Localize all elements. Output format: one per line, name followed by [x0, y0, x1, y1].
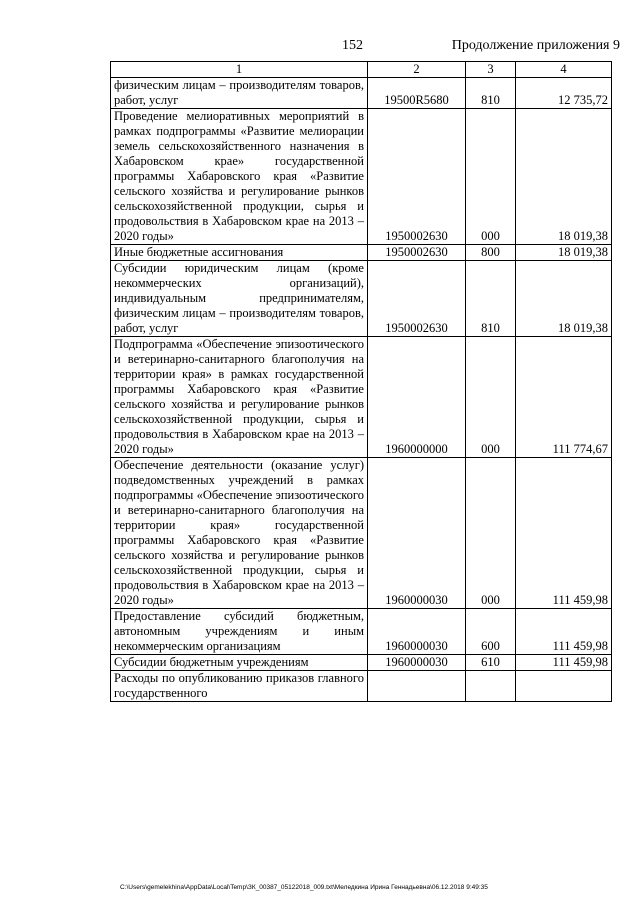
row-target-code: 19500R5680: [368, 78, 466, 109]
row-name: Субсидии юридическим лицам (кроме некоммерческих организаций), индивидуальным предпринимателям, физическим лицам – производителям товаров, работ, услуг: [111, 261, 368, 337]
table-row: [111, 109, 612, 245]
appendix-continuation-note: Продолжение приложения 9: [451, 38, 620, 53]
column-header-4: 4: [516, 62, 612, 78]
row-expense-type: 600: [466, 609, 516, 655]
row-target-code: 1950002630: [368, 245, 466, 261]
table-row: [111, 78, 612, 109]
row-target-code: 1960000000: [368, 337, 466, 458]
row-amount: 18 019,38: [516, 261, 612, 337]
row-expense-type: 810: [466, 261, 516, 337]
row-name: Предоставление субсидий бюджетным, автономным учреждениям и иным некоммерческим организациям: [111, 609, 368, 655]
table-row: [111, 609, 612, 655]
row-expense-type: 000: [466, 458, 516, 609]
footer-file-path: C:\Users\gemelekhina\AppData\Local\Temp\ЗК_00387_05122018_009.txt\Меледкина Ирина Геннадьевна\06.12.2018 9:49:35: [120, 884, 488, 891]
column-header-1: 1: [111, 62, 368, 78]
row-name: Расходы по опубликованию приказов главного государственного: [111, 671, 368, 702]
row-name: Проведение мелиоративных мероприятий в рамках подпрограммы «Развитие мелиорации земель сельскохозяйственного назначения в Хабаровском крае» государственной программы Хабаровского края «Развитие сельского хозяйства и регулирование рынков сельскохозяйственной продукции, сырья и продовольствия в Хабаровском крае на 2013 – 2020 годы»: [111, 109, 368, 245]
row-name: Обеспечение деятельности (оказание услуг) подведомственных учреждений в рамках подпрограммы «Обеспечение эпизоотического и ветеринарно-санитарного благополучия на территории края» государственной программы Хабаровского края «Развитие сельского хозяйства и регулирование рынков сельскохозяйственной продукции, сырья и продовольствия в Хабаровском крае на 2013 – 2020 годы»: [111, 458, 368, 609]
table-row: [111, 671, 612, 702]
row-name: физическим лицам – производителям товаров, работ, услуг: [111, 78, 368, 109]
row-name: Субсидии бюджетным учреждениям: [111, 655, 368, 671]
row-target-code: 1960000030: [368, 609, 466, 655]
row-name: Иные бюджетные ассигнования: [111, 245, 368, 261]
budget-table: [110, 61, 612, 702]
table-header-row: [111, 62, 612, 78]
row-expense-type: [466, 671, 516, 702]
row-amount: 18 019,38: [516, 109, 612, 245]
page-number: 152: [342, 38, 363, 53]
column-header-2: 2: [368, 62, 466, 78]
row-expense-type: 800: [466, 245, 516, 261]
row-expense-type: 000: [466, 337, 516, 458]
row-expense-type: 610: [466, 655, 516, 671]
row-amount: 111 459,98: [516, 458, 612, 609]
row-target-code: [368, 671, 466, 702]
column-header-3: 3: [466, 62, 516, 78]
row-expense-type: 810: [466, 78, 516, 109]
row-amount: 111 459,98: [516, 609, 612, 655]
row-target-code: 1950002630: [368, 109, 466, 245]
table-row: [111, 458, 612, 609]
row-target-code: 1950002630: [368, 261, 466, 337]
row-target-code: 1960000030: [368, 655, 466, 671]
row-amount: 111 459,98: [516, 655, 612, 671]
row-amount: [516, 671, 612, 702]
row-amount: 12 735,72: [516, 78, 612, 109]
table-row: [111, 655, 612, 671]
row-amount: 18 019,38: [516, 245, 612, 261]
table-row: [111, 261, 612, 337]
row-amount: 111 774,67: [516, 337, 612, 458]
table-row: [111, 245, 612, 261]
row-expense-type: 000: [466, 109, 516, 245]
row-name: Подпрограмма «Обеспечение эпизоотического и ветеринарно-санитарного благополучия на территории края» в рамках государственной программы Хабаровского края «Развитие сельского хозяйства и регулирование рынков сельскохозяйственной продукции, сырья и продовольствия в Хабаровском крае на 2013 – 2020 годы»: [111, 337, 368, 458]
row-target-code: 1960000030: [368, 458, 466, 609]
table-row: [111, 337, 612, 458]
